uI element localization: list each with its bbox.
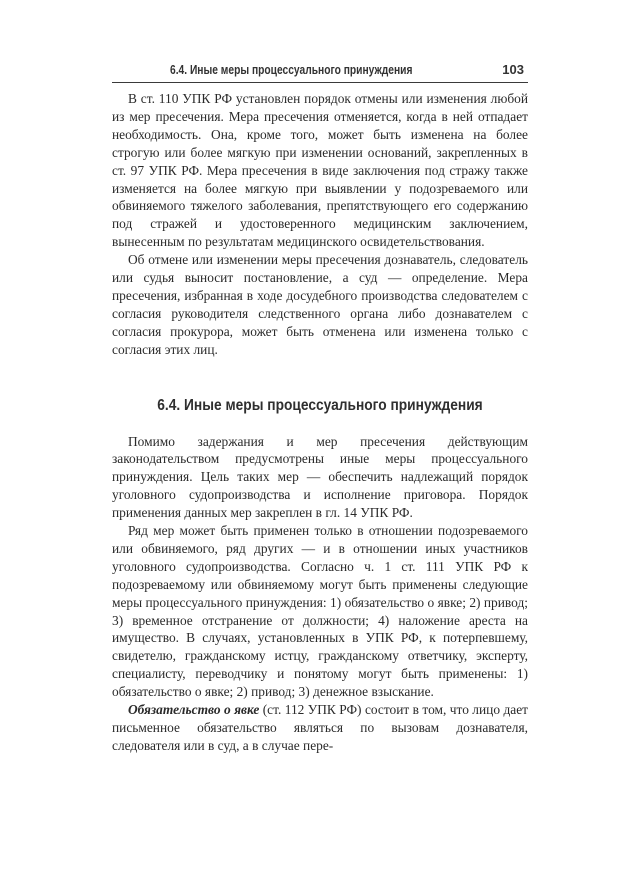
paragraph-resolution: Об отмене или изменении меры пресечения дознаватель, следователь или судья выносит постановление, а суд — определение. Мера пресечения, избранная в ходе досудебного производства следователем с согласия руководителя следственного органа либо дознавателем с согласия прокурора, может быть отменена или изменена только с согласия этих лиц. xyxy=(112,252,528,357)
running-header xyxy=(112,60,528,83)
paragraph-cancel-measure: В ст. 110 УПК РФ установлен порядок отмены или изменения любой из мер пресечения. Мера пресечения отменяется, когда в ней отпадает необходимость. Она, кроме того, может быть изменена на более строгую или более мягкую при изменении оснований, закрепленных в ст. 97 УПК РФ. Мера пресечения в виде заключения под стражу также изменяется на более мягкую при выявлении у подозреваемого или обвиняемого тяжелого заболевания, препятствующего его содержанию под стражей и удостоверенного медицинским заключением, вынесенным по результатам медицинского освидетельствования. xyxy=(112,91,528,250)
running-title: 6.4. Иные меры процессуального принуждения xyxy=(170,63,413,77)
paragraph-obligation-text: (ст. 112 УПК РФ) состоит в том, что лицо дает письменное обязательство являться по вызовам дознавателя, следователя или в суд, а в случае пере- xyxy=(112,702,528,753)
paragraph-other-measures: Помимо задержания и мер пресечения действующим законодательством предусмотрены иные меры процессуального принуждения. Цель таких мер — обеспечить надлежащий порядок уголовного судопроизводства и исполнение приговора. Порядок применения данных мер закреплен в гл. 14 УПК РФ. xyxy=(112,433,528,521)
page-number: 103 xyxy=(502,62,524,77)
defined-term: Обязательство о явке xyxy=(128,702,260,718)
paragraph-obligation-to-appear xyxy=(112,701,528,755)
body-text xyxy=(112,90,528,755)
paragraph-list-of-measures: Ряд мер может быть применен только в отношении подозреваемого или обвиняемого, ряд других — и в отношении иных участников уголовного судопроизводства. Согласно ч. 1 ст. 111 УПК РФ к подозреваемому или обвиняемому могут быть применены следующие меры процессуального принуждения: 1) обязательство о явке; 2) привод; 3) временное отстранение от должности; 4) наложение ареста на имущество. В случаях, установленных в УПК РФ, к потерпевшему, свидетелю, гражданскому истцу, гражданскому ответчику, эксперту, специалисту, переводчику и понятому могут быть применены: 1) обязательство о явке; 2) привод; 3) денежное взыскание. xyxy=(112,523,528,700)
section-heading: 6.4. Иные меры процессуального принуждения xyxy=(157,396,483,414)
